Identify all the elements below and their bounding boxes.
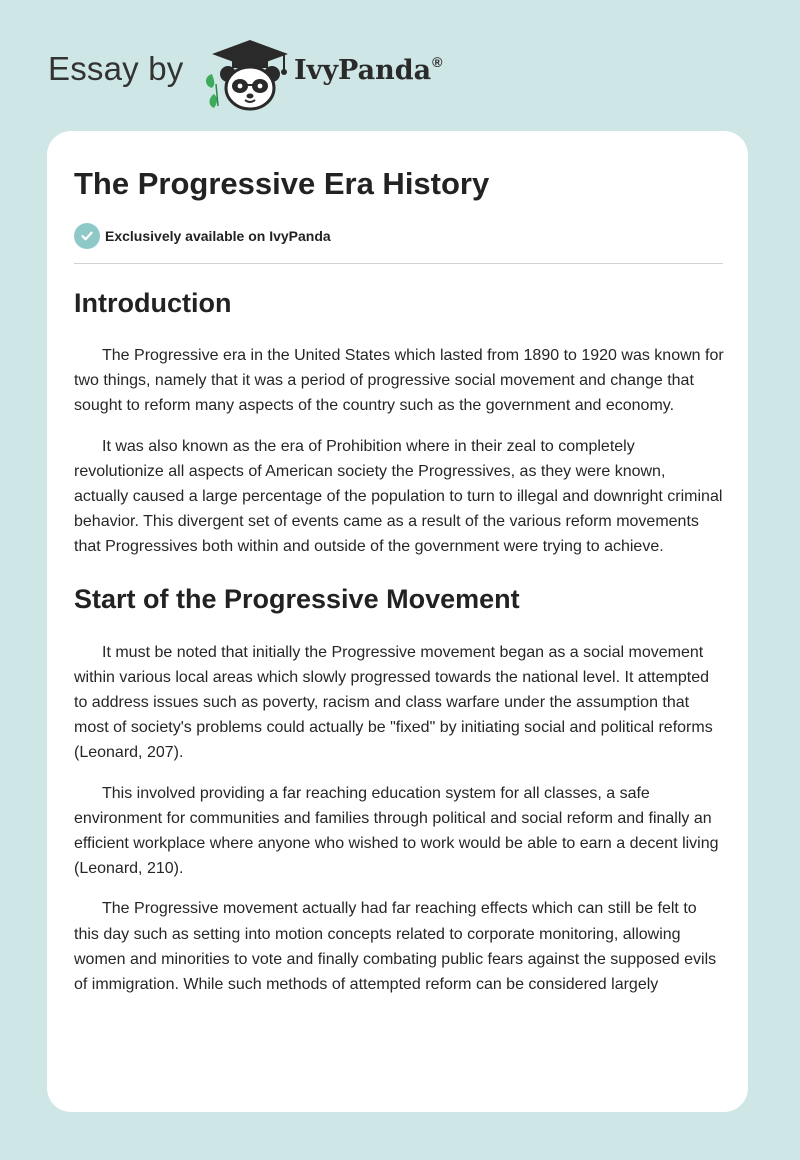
check-icon: [74, 223, 100, 249]
registered-mark: ®: [432, 54, 443, 70]
page-title: The Progressive Era History: [74, 166, 490, 201]
paragraph: This involved providing a far reaching education system for all classes, a safe environment for communities and families through political and social reform and finally an efficient workplace where anyone who wished to work would be able to earn a decent living (Leonard, 210).: [74, 784, 719, 878]
essay-card: [47, 131, 748, 1112]
essay-by-label: Essay by: [48, 50, 184, 87]
divider: [74, 263, 723, 264]
section-heading-start-of-movement: Start of the Progressive Movement: [74, 583, 520, 614]
exclusive-label: Exclusively available on IvyPanda: [105, 228, 331, 244]
paragraph: It must be noted that initially the Progressive movement began as a social movement within various local areas which slowly progressed towards the national level. It attempted to address issues such as poverty, racism and class warfare under the assumption that most of society's problems could actually be "fixed" by initiating social and political reforms (Leonard, 207).: [74, 643, 713, 762]
section-heading-introduction: Introduction: [74, 288, 232, 318]
exclusive-badge: [74, 222, 724, 250]
paragraph: It was also known as the era of Prohibition where in their zeal to completely revolutionize all aspects of American society the Progressives, as they were known, actually caused a large percentage of the population to turn to illegal and downright criminal behavior. This divergent set of events came as a result of the various reform movements that Progressives both within and outside of the government were trying to achieve.: [74, 437, 723, 556]
brand-name[interactable]: IvyPanda®: [294, 54, 443, 86]
essay-content: [74, 163, 724, 997]
site-header: [48, 36, 568, 112]
panda-graduate-icon[interactable]: [200, 36, 300, 112]
paragraph: The Progressive movement actually had far reaching effects which can still be felt to this day such as setting into motion concepts related to corporate monitoring, allowing women and minorities to vote and finally combating public fears against the supposed evils of immigration. While such methods of attempted reform can be considered largely: [74, 900, 717, 994]
paragraph: The Progressive era in the United States which lasted from 1890 to 1920 was known for two things, namely that it was a period of progressive social movement and change that sought to reform many aspects of the country such as the government and economy.: [74, 347, 724, 415]
